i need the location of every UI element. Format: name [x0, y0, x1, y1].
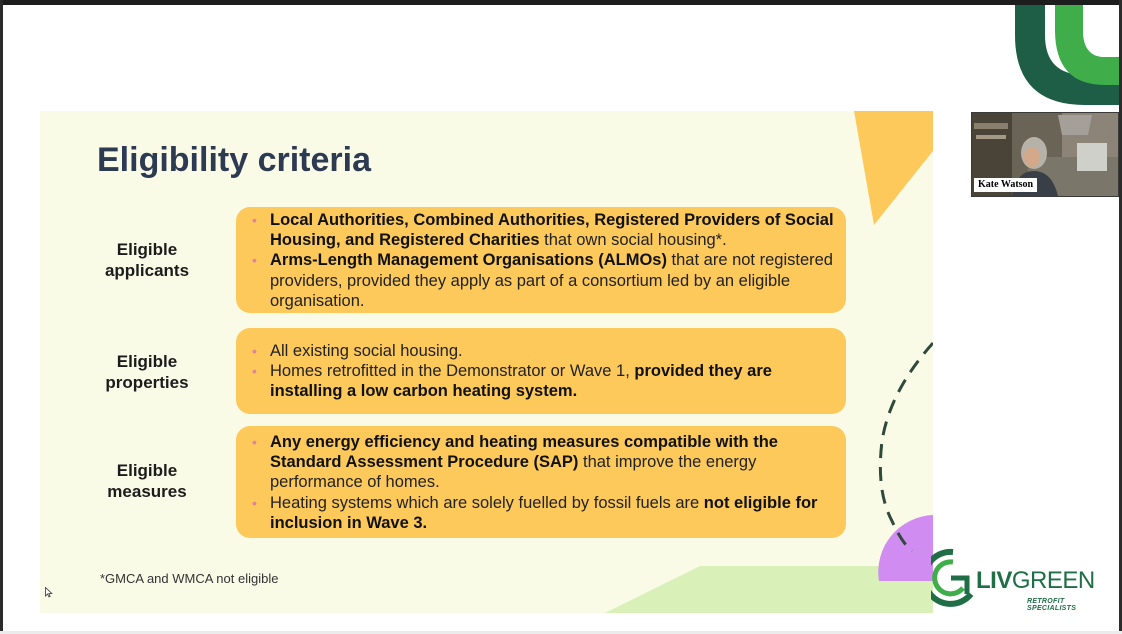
row-label-line: Eligible	[116, 240, 178, 259]
window-top-border	[0, 0, 1122, 5]
participant-name-tag: Kate Watson	[974, 178, 1037, 192]
logo-wordmark: LIVGREEN	[976, 567, 1095, 594]
criteria-box-properties	[236, 328, 846, 414]
logo-tagline: RETROFIT SPECIALISTS	[1027, 598, 1077, 612]
participant-video-tile[interactable]	[971, 112, 1119, 197]
row-label-line: Eligible	[116, 461, 178, 480]
list-item: • All existing social housing.	[252, 341, 836, 361]
row-label-measures	[80, 460, 214, 502]
brand-arcs-icon	[975, 5, 1119, 115]
row-label-line: measures	[107, 482, 187, 501]
criteria-box-applicants	[236, 207, 846, 313]
row-label-properties	[80, 351, 214, 393]
list-item: • Local Authorities, Combined Authorities, Registered Providers of Social Housing, and Registered Charities that own social housing*.	[252, 210, 836, 250]
footnote: *GMCA and WMCA not eligible	[100, 571, 279, 586]
criteria-box-measures	[236, 426, 846, 538]
slide-title: Eligibility criteria	[97, 141, 371, 179]
pale-green-decoration	[605, 566, 933, 613]
dashed-path-decoration	[880, 343, 933, 551]
window-left-border	[0, 0, 3, 634]
list-item: • Homes retrofitted in the Demonstrator or Wave 1, provided they are installing a low carbon heating system.	[252, 361, 836, 401]
list-item: • Heating systems which are solely fuelled by fossil fuels are not eligible for inclusion in Wave 3.	[252, 493, 836, 533]
row-label-line: Eligible	[116, 352, 178, 371]
livgreen-logo-icon	[931, 548, 975, 608]
row-label-line: properties	[105, 373, 189, 392]
list-item: • Arms-Length Management Organisations (ALMOs) that are not registered providers, provided they apply as part of a consortium led by an eligible organisation.	[252, 250, 836, 311]
list-item: • Any energy efficiency and heating measures compatible with the Standard Assessment Procedure (SAP) that improve the energy performance of homes.	[252, 432, 836, 493]
presentation-slide	[40, 111, 933, 613]
row-label-line: applicants	[104, 261, 190, 280]
lilac-quarter-circle-decoration	[878, 515, 933, 581]
livgreen-logo	[931, 548, 1106, 610]
yellow-triangle-decoration	[854, 111, 933, 225]
row-label-applicants	[80, 239, 214, 281]
cursor-icon	[45, 587, 53, 598]
